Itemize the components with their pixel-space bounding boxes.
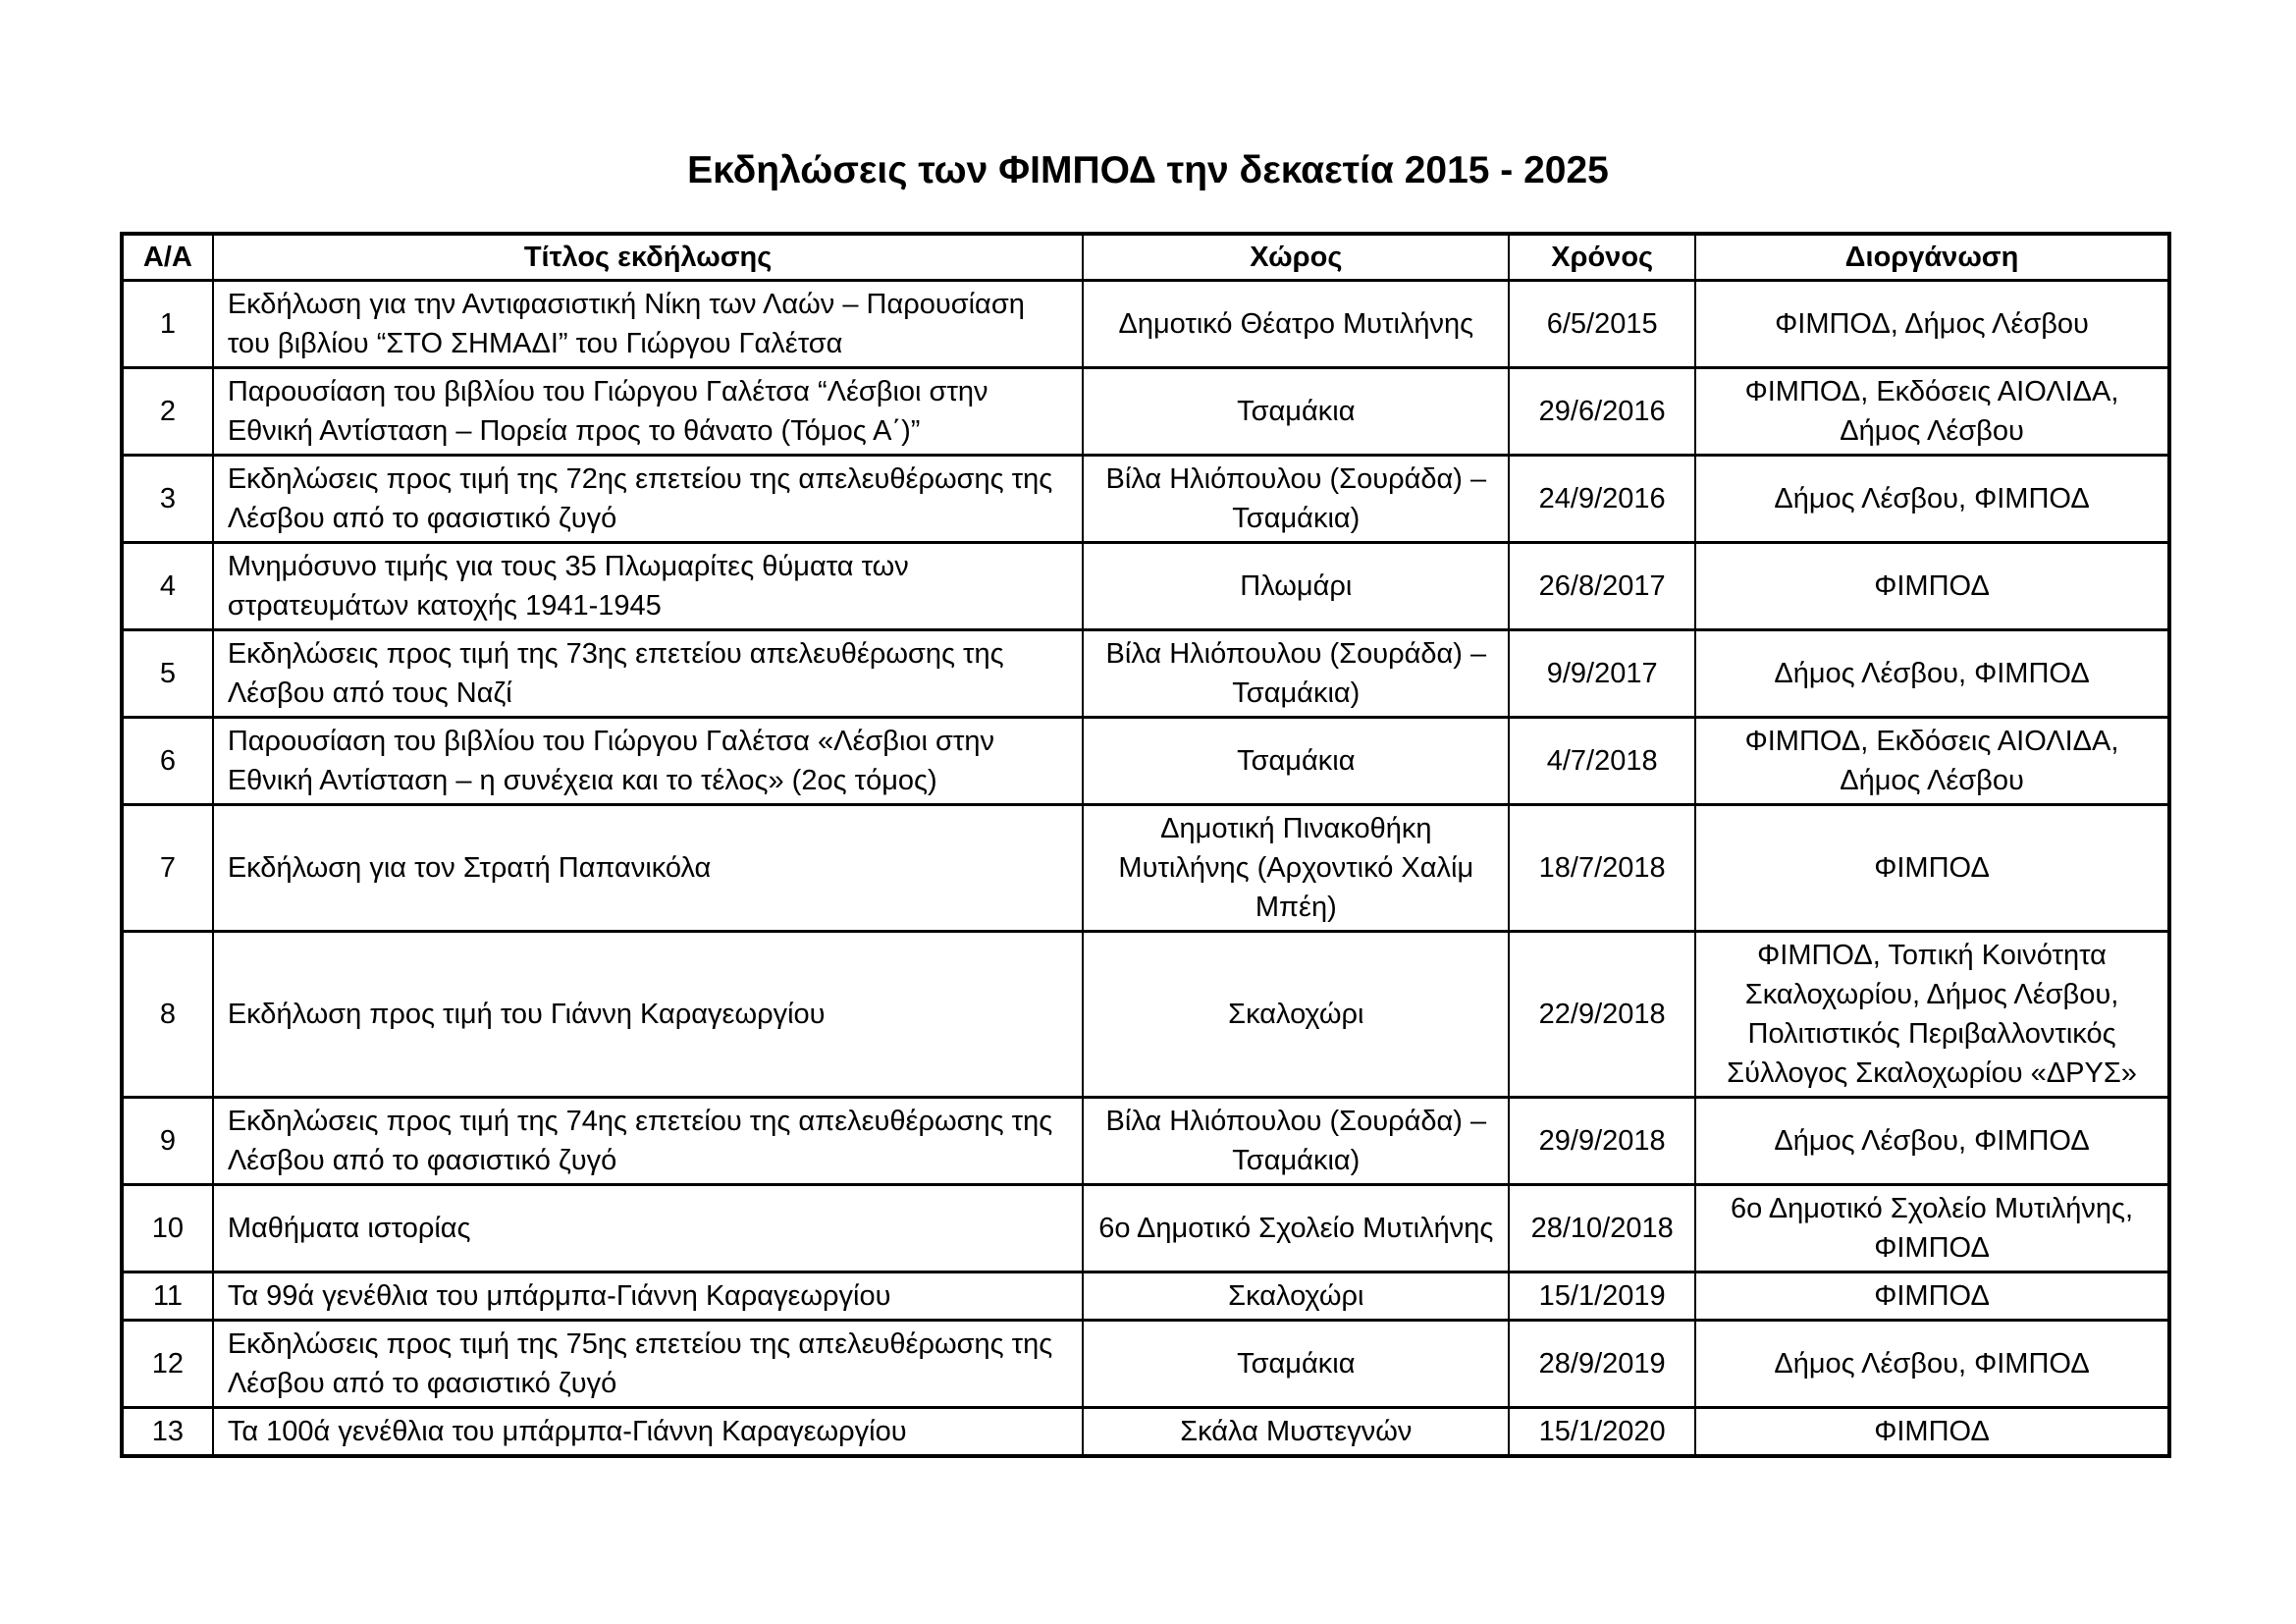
table-row [122, 1185, 2169, 1272]
document-title: Εκδηλώσεις των ΦΙΜΠΟΔ την δεκαετία 2015 - 2025 [687, 149, 1609, 191]
column-header-venue: Χώρος [1083, 234, 1509, 281]
column-header-date: Χρόνος [1509, 234, 1695, 281]
event-date-cell: 6/5/2015 [1509, 281, 1695, 368]
event-title-cell: Εκδήλωση για τον Στρατή Παπανικόλα [213, 805, 1084, 932]
event-date-cell: 24/9/2016 [1509, 456, 1695, 543]
header-row [122, 234, 2169, 281]
event-title-cell: Μνημόσυνο τιμής για τους 35 Πλωμαρίτες θύματα των στρατευμάτων κατοχής 1941-1945 [213, 543, 1084, 630]
event-venue-cell: Σκαλοχώρι [1083, 932, 1509, 1098]
event-venue-cell: Βίλα Ηλιόπουλου (Σουράδα) – Τσαμάκια) [1083, 1098, 1509, 1185]
event-venue-cell: Σκάλα Μυστεγνών [1083, 1408, 1509, 1457]
event-organizer-cell: ΦΙΜΠΟΔ, Τοπική Κοινότητα Σκαλοχωρίου, Δήμος Λέσβου, Πολιτιστικός Περιβαλλοντικός Σύλλογος Σκαλοχωρίου «ΔΡΥΣ» [1695, 932, 2169, 1098]
table-header [122, 234, 2169, 281]
row-number-cell: 6 [122, 718, 213, 805]
event-organizer-cell: ΦΙΜΠΟΔ [1695, 1408, 2169, 1457]
event-date-cell: 28/10/2018 [1509, 1185, 1695, 1272]
events-table [120, 232, 2171, 1458]
row-number-cell: 4 [122, 543, 213, 630]
event-venue-cell: Δημοτική Πινακοθήκη Μυτιλήνης (Αρχοντικό Χαλίμ Μπέη) [1083, 805, 1509, 932]
event-organizer-cell: Δήμος Λέσβου, ΦΙΜΠΟΔ [1695, 1321, 2169, 1408]
table-row [122, 1098, 2169, 1185]
event-venue-cell: Τσαμάκια [1083, 718, 1509, 805]
event-date-cell: 26/8/2017 [1509, 543, 1695, 630]
row-number-cell: 2 [122, 368, 213, 456]
event-venue-cell: Σκαλοχώρι [1083, 1272, 1509, 1321]
row-number-cell: 1 [122, 281, 213, 368]
event-date-cell: 29/9/2018 [1509, 1098, 1695, 1185]
event-title-cell: Τα 100ά γενέθλια του μπάρμπα-Γιάννη Καραγεωργίου [213, 1408, 1084, 1457]
table-row [122, 281, 2169, 368]
event-title-cell: Εκδηλώσεις προς τιμή της 72ης επετείου της απελευθέρωσης της Λέσβου από το φασιστικό ζυγό [213, 456, 1084, 543]
event-organizer-cell: ΦΙΜΠΟΔ [1695, 543, 2169, 630]
event-date-cell: 9/9/2017 [1509, 630, 1695, 718]
table-row [122, 1272, 2169, 1321]
table-row [122, 718, 2169, 805]
table-row [122, 1321, 2169, 1408]
event-venue-cell: Δημοτικό Θέατρο Μυτιλήνης [1083, 281, 1509, 368]
table-row [122, 1408, 2169, 1457]
event-title-cell: Παρουσίαση του βιβλίου του Γιώργου Γαλέτσα «Λέσβιοι στην Εθνική Αντίσταση – η συνέχεια και το τέλος» (2ος τόμος) [213, 718, 1084, 805]
table-row [122, 368, 2169, 456]
column-header-title: Τίτλος εκδήλωσης [213, 234, 1084, 281]
table-row [122, 543, 2169, 630]
row-number-cell: 7 [122, 805, 213, 932]
row-number-cell: 10 [122, 1185, 213, 1272]
event-venue-cell: Πλωμάρι [1083, 543, 1509, 630]
event-organizer-cell: ΦΙΜΠΟΔ, Δήμος Λέσβου [1695, 281, 2169, 368]
event-title-cell: Εκδηλώσεις προς τιμή της 75ης επετείου της απελευθέρωσης της Λέσβου από το φασιστικό ζυγό [213, 1321, 1084, 1408]
event-organizer-cell: Δήμος Λέσβου, ΦΙΜΠΟΔ [1695, 630, 2169, 718]
event-title-cell: Παρουσίαση του βιβλίου του Γιώργου Γαλέτσα “Λέσβιοι στην Εθνική Αντίσταση – Πορεία προς το θάνατο (Τόμος Α΄)” [213, 368, 1084, 456]
column-header-organizer: Διοργάνωση [1695, 234, 2169, 281]
row-number-cell: 13 [122, 1408, 213, 1457]
table-row [122, 932, 2169, 1098]
event-title-cell: Εκδηλώσεις προς τιμή της 74ης επετείου της απελευθέρωσης της Λέσβου από το φασιστικό ζυγό [213, 1098, 1084, 1185]
event-organizer-cell: ΦΙΜΠΟΔ, Εκδόσεις ΑΙΟΛΙΔΑ, Δήμος Λέσβου [1695, 368, 2169, 456]
event-venue-cell: 6ο Δημοτικό Σχολείο Μυτιλήνης [1083, 1185, 1509, 1272]
event-venue-cell: Βίλα Ηλιόπουλου (Σουράδα) – Τσαμάκια) [1083, 456, 1509, 543]
event-title-cell: Εκδήλωση για την Αντιφασιστική Νίκη των Λαών – Παρουσίαση του βιβλίου “ΣΤΟ ΣΗΜΑΔΙ” του Γιώργου Γαλέτσα [213, 281, 1084, 368]
event-date-cell: 15/1/2019 [1509, 1272, 1695, 1321]
table-row [122, 630, 2169, 718]
event-date-cell: 18/7/2018 [1509, 805, 1695, 932]
event-organizer-cell: Δήμος Λέσβου, ΦΙΜΠΟΔ [1695, 1098, 2169, 1185]
event-title-cell: Μαθήματα ιστορίας [213, 1185, 1084, 1272]
event-organizer-cell: Δήμος Λέσβου, ΦΙΜΠΟΔ [1695, 456, 2169, 543]
event-organizer-cell: ΦΙΜΠΟΔ, Εκδόσεις ΑΙΟΛΙΔΑ, Δήμος Λέσβου [1695, 718, 2169, 805]
row-number-cell: 11 [122, 1272, 213, 1321]
table-row [122, 805, 2169, 932]
row-number-cell: 8 [122, 932, 213, 1098]
event-title-cell: Τα 99ά γενέθλια του μπάρμπα-Γιάννη Καραγεωργίου [213, 1272, 1084, 1321]
event-venue-cell: Τσαμάκια [1083, 368, 1509, 456]
event-date-cell: 22/9/2018 [1509, 932, 1695, 1098]
column-header-number: Α/Α [122, 234, 213, 281]
table-row [122, 456, 2169, 543]
event-organizer-cell: ΦΙΜΠΟΔ [1695, 1272, 2169, 1321]
event-organizer-cell: ΦΙΜΠΟΔ [1695, 805, 2169, 932]
event-date-cell: 28/9/2019 [1509, 1321, 1695, 1408]
table-body [122, 281, 2169, 1457]
event-venue-cell: Τσαμάκια [1083, 1321, 1509, 1408]
event-title-cell: Εκδηλώσεις προς τιμή της 73ης επετείου απελευθέρωσης της Λέσβου από τους Ναζί [213, 630, 1084, 718]
row-number-cell: 5 [122, 630, 213, 718]
row-number-cell: 9 [122, 1098, 213, 1185]
event-date-cell: 29/6/2016 [1509, 368, 1695, 456]
row-number-cell: 12 [122, 1321, 213, 1408]
event-title-cell: Εκδήλωση προς τιμή του Γιάννη Καραγεωργίου [213, 932, 1084, 1098]
event-venue-cell: Βίλα Ηλιόπουλου (Σουράδα) – Τσαμάκια) [1083, 630, 1509, 718]
event-date-cell: 4/7/2018 [1509, 718, 1695, 805]
event-organizer-cell: 6ο Δημοτικό Σχολείο Μυτιλήνης, ΦΙΜΠΟΔ [1695, 1185, 2169, 1272]
row-number-cell: 3 [122, 456, 213, 543]
event-date-cell: 15/1/2020 [1509, 1408, 1695, 1457]
